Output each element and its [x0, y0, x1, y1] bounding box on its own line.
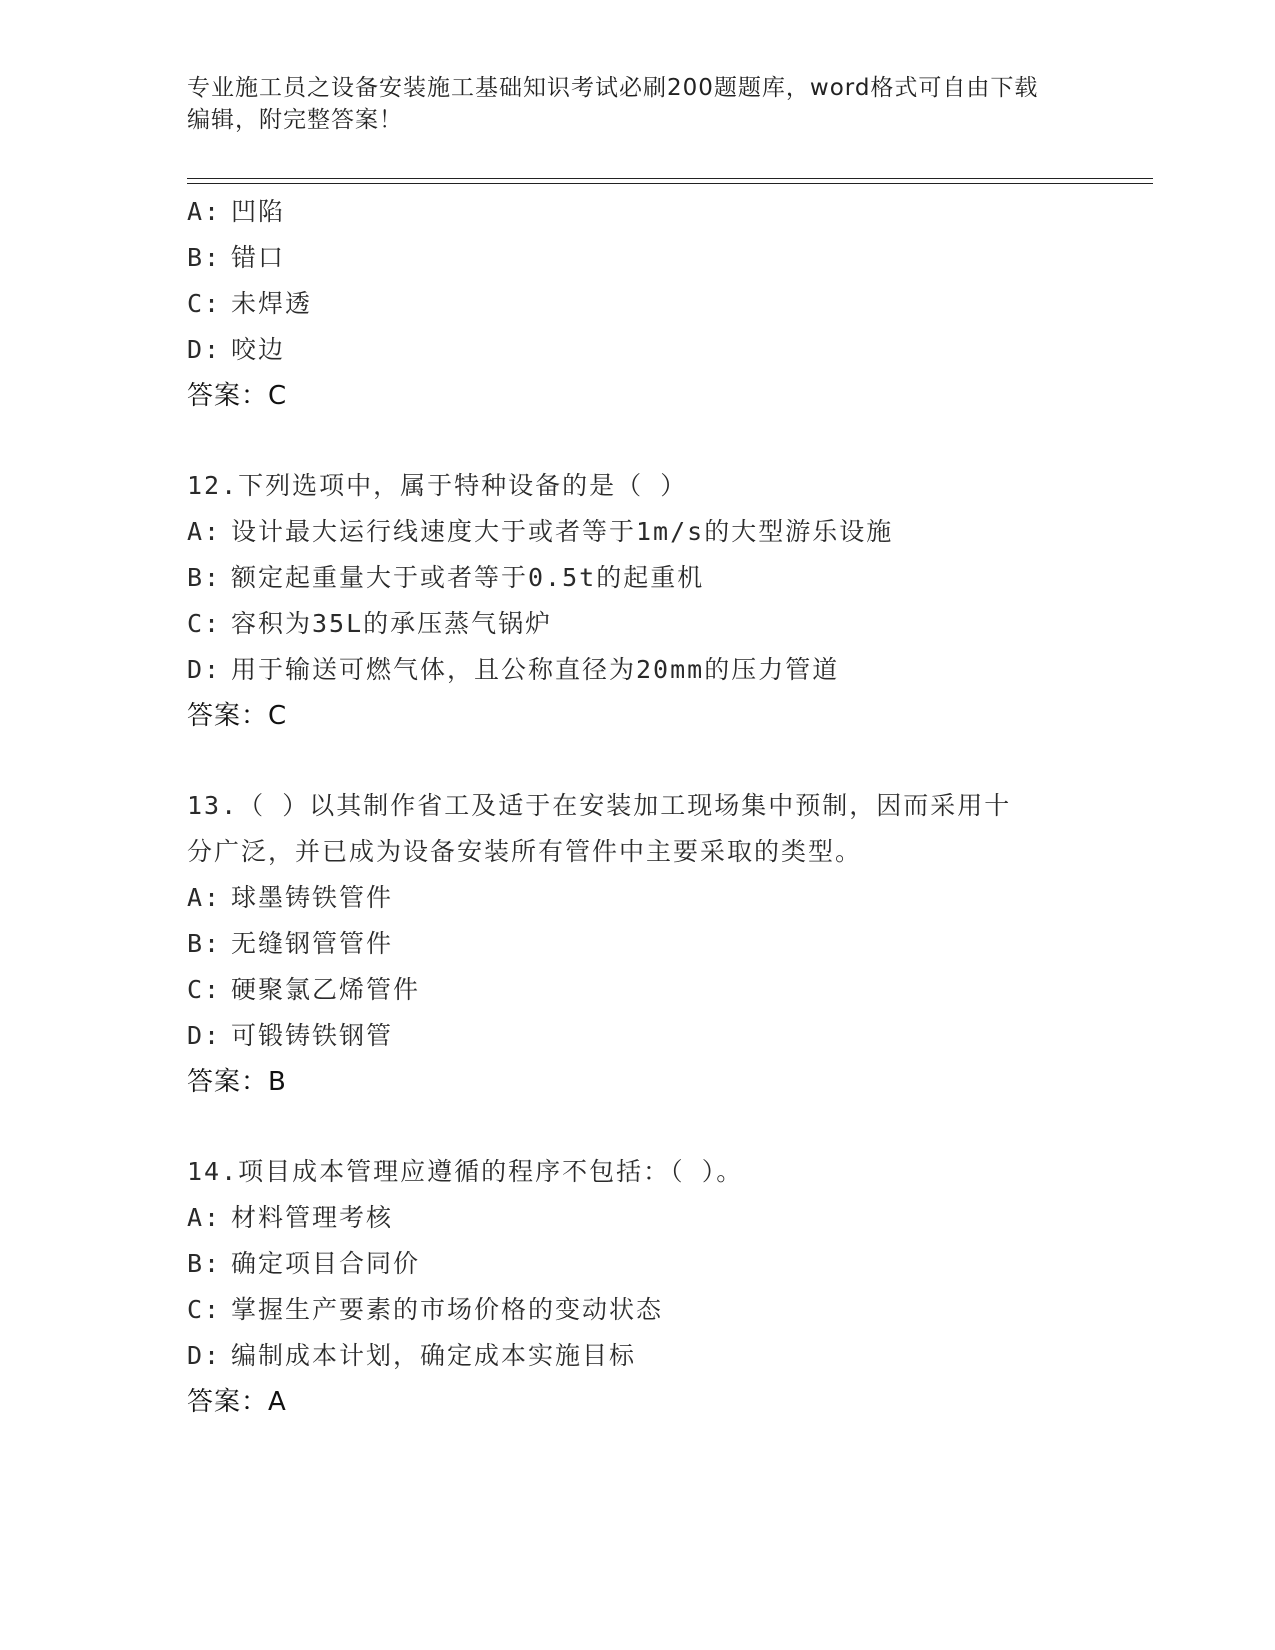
option-c: C: 容积为35L的承压蒸气锅炉: [187, 609, 553, 638]
option-d: D: 编制成本计划，确定成本实施目标: [187, 1341, 637, 1370]
spacer: [187, 1105, 1187, 1149]
option-b: B: 无缝钢管管件: [187, 929, 394, 958]
option-c: C: 硬聚氯乙烯管件: [187, 975, 421, 1004]
header-line-1: 专业施工员之设备安装施工基础知识考试必刷200题题库，word格式可自由下载: [187, 75, 1039, 101]
question-stem: 14.项目成本管理应遵循的程序不包括：（ ）。: [187, 1157, 744, 1186]
answer: 答案：C: [187, 381, 288, 411]
option-d: D: 可锻铸铁钢管: [187, 1021, 394, 1050]
header-divider-bottom: [187, 183, 1153, 184]
option-a: A: 凹陷: [187, 197, 286, 226]
option-d: D: 用于输送可燃气体，且公称直径为20mm的压力管道: [187, 655, 840, 684]
answer: 答案：C: [187, 701, 288, 731]
question-stem-line-2: 分广泛，并已成为设备安装所有管件中主要采取的类型。: [187, 837, 863, 866]
spacer: [187, 419, 1187, 463]
option-c: C: 掌握生产要素的市场价格的变动状态: [187, 1295, 664, 1324]
option-c: C: 未焊透: [187, 289, 313, 318]
option-d: D: 咬边: [187, 335, 286, 364]
option-b: B: 确定项目合同价: [187, 1249, 421, 1278]
option-a: A: 材料管理考核: [187, 1203, 394, 1232]
question-11: [187, 189, 1187, 419]
option-b: B: 错口: [187, 243, 286, 272]
question-stem: 12.下列选项中，属于特种设备的是（ ）: [187, 471, 688, 500]
answer: 答案：A: [187, 1387, 287, 1417]
option-b: B: 额定起重量大于或者等于0.5t的起重机: [187, 563, 705, 592]
spacer: [187, 739, 1187, 783]
question-12: [187, 463, 1187, 739]
question-stem-line-1: 13.（ ）以其制作省工及适于在安装加工现场集中预制，因而采用十: [187, 791, 1012, 820]
document-header: [187, 72, 1087, 136]
question-content: [187, 189, 1187, 1425]
answer: 答案：B: [187, 1067, 287, 1097]
header-line-2: 编辑，附完整答案！: [187, 107, 403, 133]
question-13: [187, 783, 1187, 1105]
option-a: A: 设计最大运行线速度大于或者等于1m/s的大型游乐设施: [187, 517, 894, 546]
header-divider-top: [187, 178, 1153, 179]
option-a: A: 球墨铸铁管件: [187, 883, 394, 912]
question-14: [187, 1149, 1187, 1425]
